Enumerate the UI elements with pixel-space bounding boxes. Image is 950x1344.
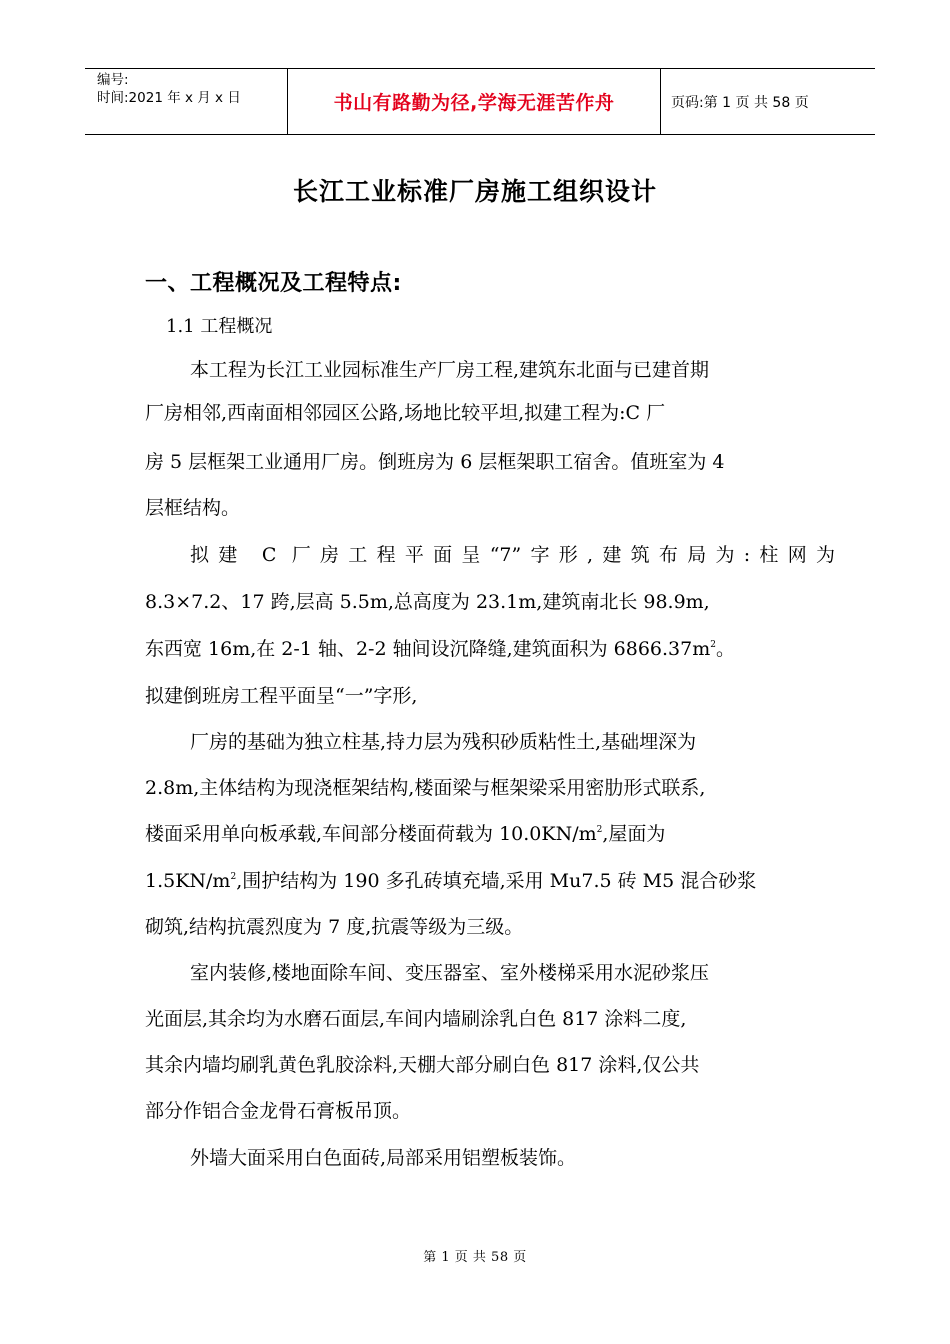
paragraph-line: 其余内墙均刷乳黄色乳胶涂料,天棚大部分刷白色 817 涂料,仅公共 [145,1054,700,1076]
paragraph-line: 层框结构。 [145,497,241,519]
text-run: ,屋面为 [602,823,666,845]
paragraph-line: 部分作铝合金龙骨石膏板吊顶。 [145,1100,412,1122]
text-run: 1.5KN/m [145,870,231,892]
paragraph-line: 厂房的基础为独立柱基,持力层为残积砂质粘性土,基础埋深为 [190,731,697,753]
paragraph-line [145,866,756,896]
superscript: 2 [596,825,603,835]
superscript: 2 [710,640,716,650]
paragraph-line [145,819,665,849]
paragraph-line: 拟建倒班房工程平面呈“一”字形, [145,685,418,707]
header-info-cell [85,69,287,134]
header-table [85,68,875,135]
paragraph-line [145,634,735,664]
paragraph-line: 外墙大面采用白色面砖,局部采用铝塑板装饰。 [190,1147,577,1169]
motto-text: 书山有路勤为径,学海无涯苦作舟 [333,92,615,114]
page-number-label: 页码:第 1 页 共 58 页 [671,94,809,111]
paragraph-line: 厂房相邻,西南面相邻园区公路,场地比较平坦,拟建工程为:C 厂 [145,402,666,424]
document-title: 长江工业标准厂房施工组织设计 [292,177,657,206]
text-run: ,围护结构为 190 多孔砖填充墙,采用 Mu7.5 砖 M5 混合砂浆 [236,870,757,892]
paragraph-line: 拟建 C 厂房工程平面呈“7”字形,建筑布局为:柱网为 [190,544,835,566]
paragraph-line: 砌筑,结构抗震烈度为 7 度,抗震等级为三级。 [145,916,524,938]
paragraph-line: 房 5 层框架工业通用厂房。倒班房为 6 层框架职工宿舍。值班室为 4 [145,451,725,473]
header-page-cell [661,69,875,134]
paragraph-line: 室内装修,楼地面除车间、变压器室、室外楼梯采用水泥砂浆压 [190,962,710,984]
superscript: 2 [230,872,237,882]
text-run: 东西宽 16m,在 2-1 轴、2-2 轴间设沉降缝,建筑面积为 6866.37m [145,638,711,660]
paragraph-line: 本工程为长江工业园标准生产厂房工程,建筑东北面与已建首期 [190,359,710,381]
text-run: 。 [716,638,736,660]
serial-number-label: 编号: [97,72,129,88]
paragraph-line: 2.8m,主体结构为现浇框架结构,楼面梁与框架梁采用密肋形式联系, [145,777,706,799]
paragraph-line: 8.3×7.2、17 跨,层高 5.5m,总高度为 23.1m,建筑南北长 98.9m, [145,591,710,613]
header-motto-cell [287,69,661,134]
paragraph-line: 光面层,其余均为水磨石面层,车间内墙刷涂乳白色 817 涂料二度, [145,1008,687,1030]
page-footer: 第 1 页 共 58 页 [423,1250,527,1265]
time-label: 时间:2021 年 x 月 x 日 [97,90,241,106]
section-heading: 一、工程概况及工程特点: [145,271,402,296]
text-run: 楼面采用单向板承载,车间部分楼面荷载为 10.0KN/m [145,823,597,845]
subsection-heading: 1.1 工程概况 [166,316,273,337]
